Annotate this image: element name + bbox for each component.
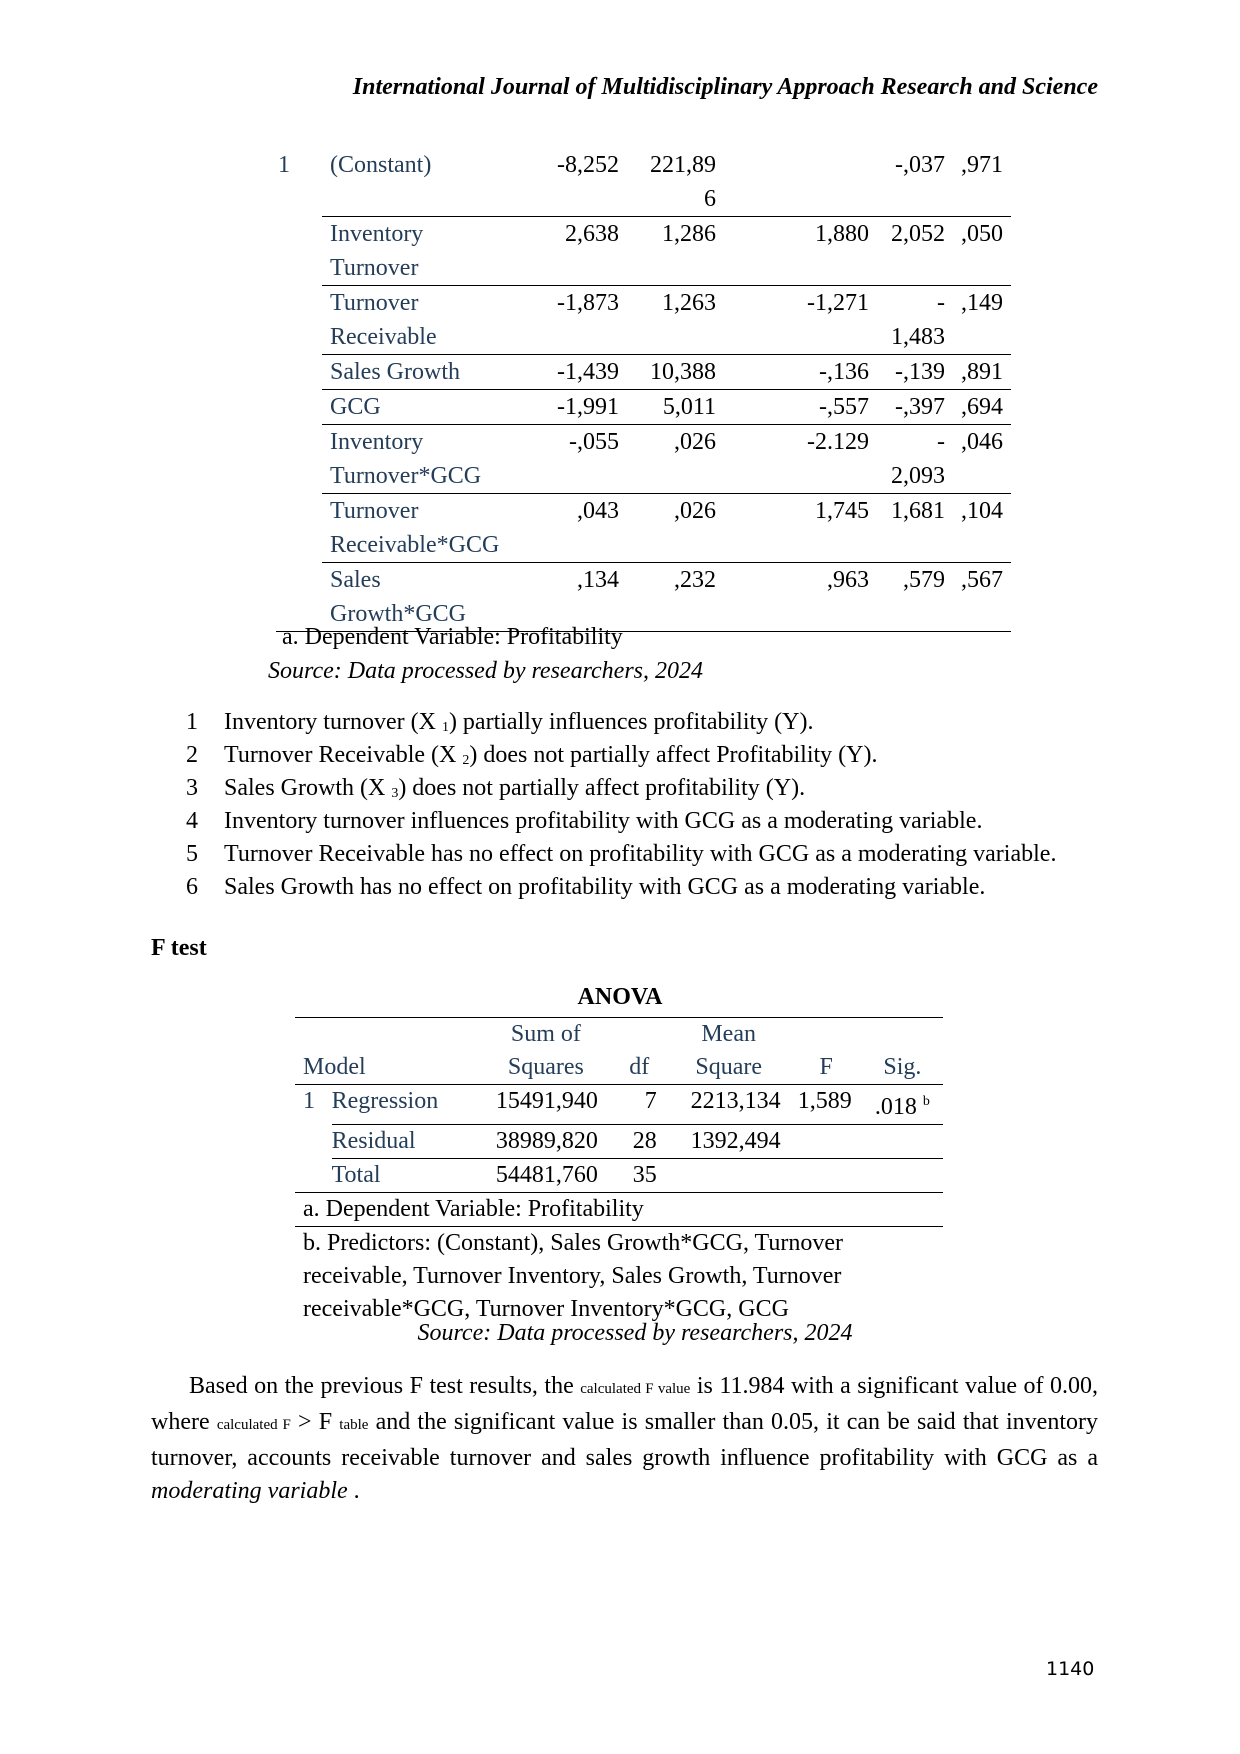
anova-cell-text: Total [331,1162,381,1188]
anova-cell-text: 2213,134 [690,1088,781,1114]
coefficients-cell-var [322,563,530,632]
coefficients-cell-b [530,425,627,494]
cell-line: ,694 [961,394,1003,420]
cell-line: -,139 [895,359,945,385]
hypothesis-item [186,772,1056,805]
cell-line: (Constant) [330,152,432,178]
anova-header-f: F [791,1051,862,1085]
cell-line [724,148,869,182]
coefficients-cell-sig [953,148,1011,217]
hypothesis-text: ) does not partially affect Profitability (Y). [469,742,878,768]
coefficients-cell-sig [953,217,1011,286]
coefficients-cell-model [276,425,322,494]
anova-header-blank [791,1018,862,1052]
anova-row [295,1085,943,1125]
coefficients-table [276,148,1011,632]
hypothesis-text: Inventory turnover influences profitability with GCG as a moderating variable. [224,808,983,834]
coefficients-cell-t [877,494,953,563]
anova-cell-text: 15491,940 [495,1088,598,1114]
cell-line: 1,483 [891,324,945,350]
cell-line: ,104 [961,498,1003,524]
coefficients-cell-se [627,148,724,217]
coefficients-cell-var [322,148,530,217]
coefficients-cell-se [627,425,724,494]
anova-cell-df [612,1125,667,1159]
cell-line: ,134 [577,567,619,593]
coefficients-cell-se [627,390,724,425]
coefficients-cell-t [877,425,953,494]
coefficients-cell-b [530,217,627,286]
anova-cell-model [295,1085,332,1125]
anova-cell-text: .018 [874,1094,917,1120]
anova-cell-f [791,1125,862,1159]
cell-line: ,567 [961,567,1003,593]
anova-cell-ss [480,1125,612,1159]
cell-line: ,891 [961,359,1003,385]
anova-row [295,1125,943,1159]
hypothesis-text: Turnover Receivable has no effect on profitability with GCG as a moderating variable. [224,841,1057,867]
cell-line: -,397 [895,394,945,420]
coefficients-cell-t [877,355,953,390]
cell-line: Turnover [330,498,419,524]
coefficients-cell-beta [724,355,877,390]
cell-line: 1,263 [662,290,716,316]
anova-cell-ms [667,1159,791,1193]
anova-cell-text: Residual [331,1128,416,1154]
anova-cell-ms [667,1125,791,1159]
results-paragraph: Based on the previous F test results, the calculated F value is 11.984 with a significant value of 0.00, where calculated F > F table and the significant value is smaller than 0.05, it can be said that inventory turnover, accounts receivable turnover and sales growth influence profitability with GCG as a moderating variable . [151,1373,1098,1504]
anova-header-blank [862,1018,943,1052]
cell-line: Inventory [330,221,424,247]
coefficients-cell-var [322,494,530,563]
hypothesis-text: 1 [441,720,449,735]
coefficients-cell-sig [953,563,1011,632]
anova-header-blank [295,1018,332,1052]
coefficients-cell-model [276,217,322,286]
coefficients-cell-se [627,286,724,355]
cell-line: 1,286 [662,221,716,247]
hypothesis-text: 4 [186,808,198,834]
coefficients-row [276,217,1011,286]
cell-line: Receivable*GCG [330,532,500,558]
coefficients-row [276,563,1011,632]
coefficients-cell-sig [953,390,1011,425]
anova-cell-model [295,1125,332,1159]
coefficients-cell-t [877,390,953,425]
coefficients-cell-model [276,286,322,355]
hypothesis-text: 3 [391,786,399,801]
coefficients-cell-model [276,563,322,632]
hypothesis-text: 2 [186,742,198,768]
anova-header-model: Model [295,1051,480,1085]
anova-header-ms-2: Square [667,1051,791,1085]
coefficients-cell-b [530,494,627,563]
coefficients-note: a. Dependent Variable: Profitability [282,624,623,650]
coefficients-source: Source: Data processed by researchers, 2024 [268,658,704,684]
cell-line: -,037 [895,152,945,178]
anova-cell-text: 7 [644,1088,657,1114]
coefficients-cell-sig [953,355,1011,390]
anova-cell-name [332,1125,480,1159]
anova-cell-text: 28 [632,1128,657,1154]
coefficients-row [276,355,1011,390]
coefficients-cell-beta [724,390,877,425]
anova-source: Source: Data processed by researchers, 2024 [417,1320,853,1346]
coefficients-cell-model [276,355,322,390]
anova-cell-name [332,1159,480,1193]
hypothesis-text: Inventory turnover (X [224,709,442,735]
hypothesis-text: Turnover Receivable (X [224,742,463,768]
cell-line [278,390,322,424]
coefficients-cell-beta [724,425,877,494]
coefficients-cell-t [877,217,953,286]
anova-header-sig: Sig. [862,1051,943,1085]
coefficients-cell-beta [724,217,877,286]
anova-header-blank [612,1018,667,1052]
coefficients-cell-b [530,563,627,632]
cell-line: Sales Growth [330,359,460,385]
anova-cell-text: 38989,820 [495,1128,598,1154]
anova-cell-df [612,1159,667,1193]
cell-line [278,563,322,597]
cell-line: ,043 [577,498,619,524]
coefficients-row [276,494,1011,563]
anova-header-ms: Mean [667,1018,791,1052]
cell-line: -,557 [819,394,869,420]
cell-line: ,050 [961,221,1003,247]
hypothesis-text: 6 [186,874,198,900]
anova-cell-text: 1392,494 [690,1128,781,1154]
cell-line [278,217,322,251]
cell-line: Growth*GCG [330,601,466,627]
cell-line [278,425,322,459]
hypothesis-text: 3 [186,775,198,801]
hypothesis-text: Sales Growth has no effect on profitability with GCG as a moderating variable. [224,874,986,900]
anova-cell-f [791,1159,862,1193]
anova-cell-ms [667,1085,791,1125]
coefficients-cell-model [276,390,322,425]
coefficients-cell-se [627,355,724,390]
coefficients-cell-t [877,148,953,217]
anova-row [295,1159,943,1193]
anova-title: ANOVA [577,984,663,1010]
cell-line: ,579 [903,567,945,593]
journal-header: International Journal of Multidisciplinary Approach Research and Science [352,74,1098,100]
cell-line: 221,89 [650,152,716,178]
cell-line: -,055 [569,429,619,455]
anova-sig-footnote: b [922,1094,930,1109]
anova-header-blank [332,1018,480,1052]
coefficients-cell-model [276,494,322,563]
cell-line: -1,873 [557,290,619,316]
cell-line [278,355,322,389]
cell-line: 1 [278,152,290,178]
coefficients-cell-b [530,286,627,355]
cell-line: -1,271 [807,290,869,316]
coefficients-cell-var [322,390,530,425]
coefficients-cell-model [276,148,322,217]
cell-line: ,046 [961,429,1003,455]
hypothesis-text: Sales Growth (X [224,775,392,801]
coefficients-cell-b [530,148,627,217]
coefficients-cell-beta [724,494,877,563]
cell-line: ,232 [674,567,716,593]
cell-line: Sales [330,567,381,593]
coefficients-cell-beta [724,286,877,355]
hypothesis-text: 5 [186,841,198,867]
hypothesis-item [186,706,1056,739]
coefficients-row [276,390,1011,425]
cell-line: ,026 [674,429,716,455]
coefficients-cell-var [322,286,530,355]
coefficients-row [276,425,1011,494]
coefficients-cell-b [530,355,627,390]
coefficients-cell-sig [953,286,1011,355]
cell-line: ,026 [674,498,716,524]
anova-cell-sig [862,1159,943,1193]
coefficients-cell-b [530,390,627,425]
cell-line: -2.129 [807,429,869,455]
coefficients-row [276,148,1011,217]
coefficients-cell-t [877,286,953,355]
coefficients-row [276,286,1011,355]
anova-cell-text: 1 [303,1088,315,1114]
anova-cell-sig [862,1085,943,1125]
coefficients-cell-se [627,563,724,632]
anova-header-ss: Sum of [480,1018,612,1052]
cell-line: GCG [330,394,381,420]
hypothesis-item [186,838,1056,871]
coefficients-cell-beta [724,563,877,632]
cell-line: Inventory [330,429,424,455]
hypothesis-text: ) partially influences profitability (Y). [448,709,814,735]
cell-line: 2,052 [891,221,945,247]
cell-line: Receivable [330,324,437,350]
cell-line: ,971 [961,152,1003,178]
anova-header-ss-2: Squares [480,1051,612,1085]
anova-cell-ss [480,1085,612,1125]
cell-line: ,149 [961,290,1003,316]
cell-line: ,963 [827,567,869,593]
hypothesis-item [186,871,1056,904]
cell-line: Turnover [330,290,419,316]
cell-line: -,136 [819,359,869,385]
hypothesis-text: 1 [186,709,198,735]
cell-line: Turnover*GCG [330,463,482,489]
anova-cell-sig [862,1125,943,1159]
page-number: 1140 [1046,1658,1095,1680]
cell-line: 2,638 [565,221,619,247]
anova-cell-text: Regression [331,1088,439,1114]
cell-line: - [937,290,945,316]
anova-cell-model [295,1159,332,1193]
cell-line: 1,681 [891,498,945,524]
coefficients-cell-se [627,494,724,563]
cell-line: -1,991 [557,394,619,420]
coefficients-cell-beta [724,148,877,217]
coefficients-cell-sig [953,494,1011,563]
cell-line: 2,093 [891,463,945,489]
cell-line [278,286,322,320]
anova-header-df: df [612,1051,667,1085]
cell-line: - [937,429,945,455]
coefficients-cell-t [877,563,953,632]
anova-table [295,1017,943,1326]
cell-line: -1,439 [557,359,619,385]
cell-line: Turnover [330,255,419,281]
hypothesis-text: 2 [462,753,470,768]
cell-line: 5,011 [662,394,716,420]
hypothesis-text: ) does not partially affect profitability (Y). [398,775,806,801]
anova-cell-text: 1,589 [797,1088,852,1114]
cell-line: 6 [704,186,716,212]
cell-line: 10,388 [650,359,716,385]
coefficients-cell-sig [953,425,1011,494]
anova-cell-df [612,1085,667,1125]
hypothesis-item [186,805,1056,838]
anova-cell-text: 35 [632,1162,657,1188]
anova-note-a: a. Dependent Variable: Profitability [295,1193,943,1227]
cell-line: 1,745 [815,498,869,524]
coefficients-cell-var [322,355,530,390]
anova-note-b: b. Predictors: (Constant), Sales Growth*GCG, Turnover receivable, Turnover Inventory, Sales Growth, Turnover receivable*GCG, Turnover Inventory*GCG, GCG [303,1230,843,1322]
coefficients-cell-se [627,217,724,286]
anova-cell-f [791,1085,862,1125]
cell-line: 1,880 [815,221,869,247]
coefficients-cell-var [322,217,530,286]
anova-cell-name [332,1085,480,1125]
anova-cell-text: 54481,760 [495,1162,598,1188]
hypothesis-item [186,739,1056,772]
coefficients-cell-var [322,425,530,494]
f-test-heading: F test [151,935,207,961]
cell-line: -8,252 [557,152,619,178]
hypothesis-list [186,706,1056,904]
cell-line [278,494,322,528]
anova-cell-ss [480,1159,612,1193]
